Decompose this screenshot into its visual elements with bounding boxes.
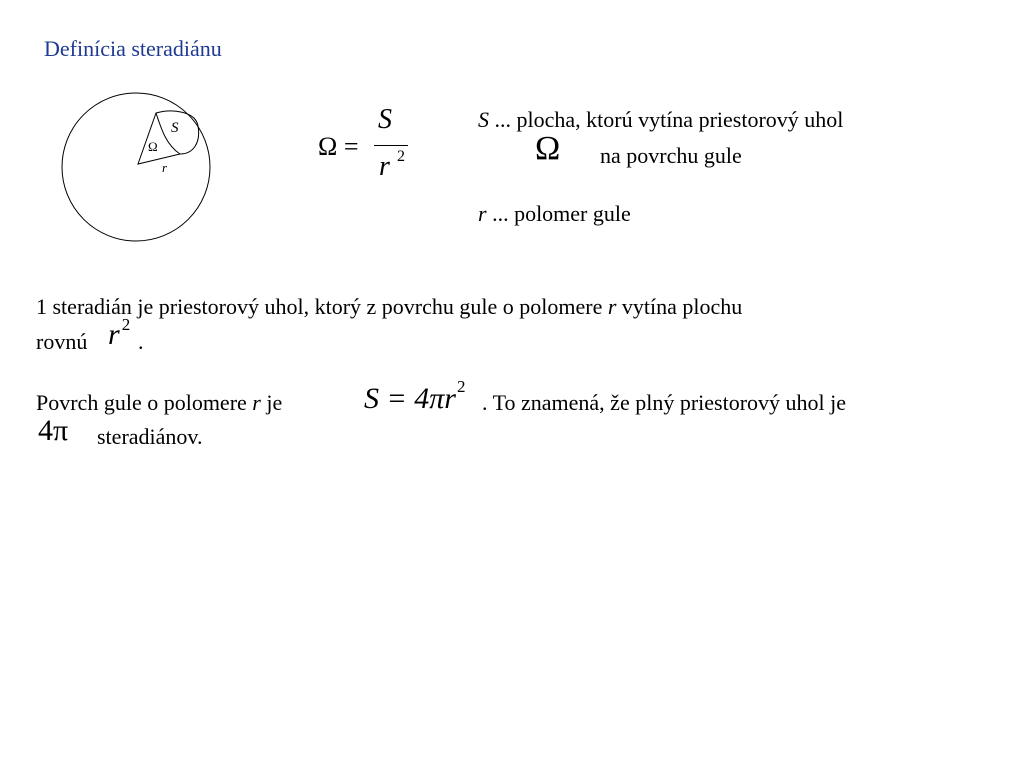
solid-angle-formula <box>318 104 418 194</box>
paragraph-1-line-1 <box>36 294 742 320</box>
formula-lhs: Ω = <box>318 132 359 161</box>
s-definition-text: ... plocha, ktorú vytína priestorový uhol <box>494 107 844 132</box>
paragraph-1-text-b: vytína plochu <box>621 294 743 319</box>
r-definition-text: ... polomer gule <box>492 201 631 226</box>
definition-r <box>478 201 631 227</box>
paragraph-1-r-symbol: r <box>607 294 617 319</box>
paragraph-2-text-a: Povrch gule o polomere <box>36 390 247 415</box>
paragraph-2-text-b: je <box>266 390 283 415</box>
full-solid-angle-value: 4π <box>38 414 69 447</box>
paragraph-1-line-2: rovnú <box>36 329 88 354</box>
formula-denominator-exponent: 2 <box>397 148 405 165</box>
r-symbol: r <box>478 201 487 226</box>
angle-label: Ω <box>148 139 158 154</box>
solid-angle-cone <box>138 111 199 164</box>
s-symbol: S <box>478 107 489 132</box>
definition-s <box>478 107 843 133</box>
paragraph-2-line-2: steradiánov. <box>97 424 203 449</box>
fraction-bar <box>374 145 408 146</box>
surface-area-formula-exponent: 2 <box>456 377 466 396</box>
sphere-circle <box>62 93 210 241</box>
omega-symbol: Ω <box>535 130 561 167</box>
surface-area-formula <box>364 377 466 416</box>
surface-area-formula-text: S = 4πr <box>364 382 456 415</box>
radius-label: r <box>162 160 168 175</box>
paragraph-1-text-a: 1 steradián je priestorový uhol, ktorý z povrchu gule o polomere <box>36 294 603 319</box>
sphere-figure <box>58 88 218 248</box>
paragraph-2-r-symbol: r <box>252 390 261 415</box>
paragraph-1-math <box>108 315 131 352</box>
formula-denominator: r <box>379 151 390 182</box>
paragraph-1-math-base: r <box>108 318 120 351</box>
s-definition-text-2: na povrchu gule <box>600 143 742 168</box>
page-title: Definícia steradiánu <box>44 36 222 61</box>
paragraph-1-math-exponent: 2 <box>121 315 131 334</box>
area-label: S <box>171 120 179 136</box>
paragraph-2-line-1 <box>36 390 282 416</box>
paragraph-2-text-c: . To znamená, že plný priestorový uhol je <box>482 390 847 415</box>
paragraph-1-period: . <box>138 329 144 354</box>
formula-numerator: S <box>378 104 392 135</box>
